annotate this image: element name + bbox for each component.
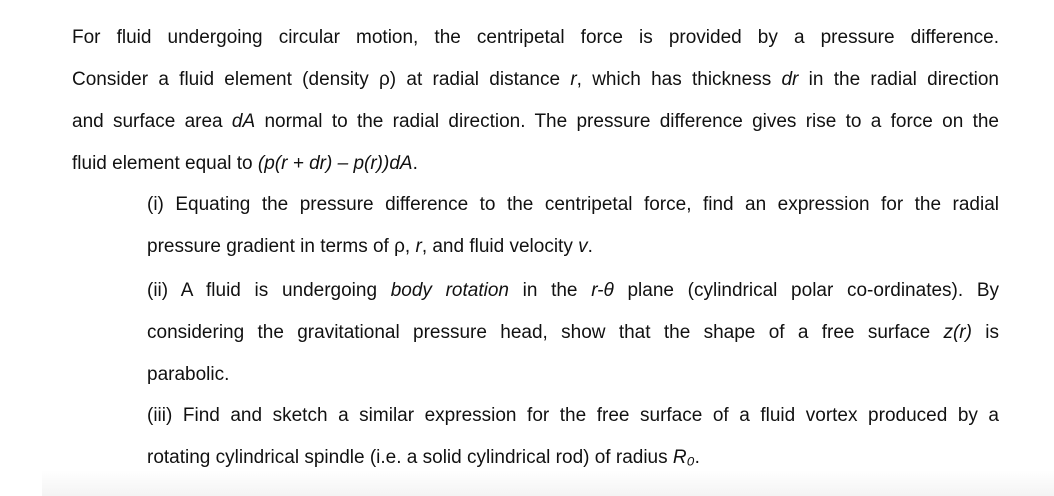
- intro-text: Consider a fluid element (density ρ) at radial distance: [72, 69, 571, 90]
- intro-text: and surface area: [72, 111, 232, 132]
- intro-text: .: [412, 153, 418, 174]
- intro-line-1: [72, 26, 999, 50]
- part-ii-text: in the: [508, 280, 592, 301]
- intro-text: fluid element equal to: [72, 153, 258, 174]
- part-ii-text: is: [971, 322, 1000, 343]
- part-iii-text: rotating cylindrical spindle (i.e. a solid cylindrical rod) of radius: [147, 447, 673, 468]
- part-iii-text: .: [694, 447, 700, 468]
- variable-dr: dr: [781, 69, 799, 90]
- intro-text: in the radial direction: [798, 69, 999, 90]
- part-ii-text: plane (cylindrical polar co-ordinates). By: [613, 280, 999, 301]
- part-iii-text: (iii) Find and sketch a similar expression for the free surface of a fluid vortex produced by a: [147, 405, 999, 426]
- intro-text: , which has thickness: [576, 69, 782, 90]
- variable-dA: dA: [231, 111, 256, 132]
- body-rotation-term: body rotation: [390, 280, 509, 301]
- part-ii-text: (ii) A fluid is undergoing: [147, 280, 391, 301]
- variable-v: v: [578, 236, 588, 257]
- part-ii-text: parabolic.: [147, 364, 230, 385]
- part-i-text: pressure gradient in terms of ρ,: [147, 236, 416, 257]
- part-ii-text: considering the gravitational pressure head, show that the shape of a free surface: [147, 322, 944, 343]
- intro-text: normal to the radial direction. The pressure difference gives rise to a force on the: [255, 111, 999, 132]
- variable-R0: R₀: [672, 447, 695, 468]
- intro-text: For fluid undergoing circular motion, the centripetal force is provided by a pressure difference.: [72, 27, 999, 48]
- variable-r: r: [570, 69, 577, 90]
- variable-r: r: [415, 236, 422, 257]
- part-ii-line-3: [147, 363, 999, 387]
- part-i-text: (i) Equating the pressure difference to the centripetal force, find an expression for the radial: [147, 194, 999, 215]
- part-iii-line-2: [147, 446, 999, 470]
- intro-line-2: [72, 68, 999, 92]
- intro-line-4: [72, 152, 999, 176]
- part-i-line-2: [147, 235, 999, 259]
- r-theta-plane: r-θ: [591, 280, 614, 301]
- intro-line-3: [72, 110, 999, 134]
- variable-z-of-r: z(r): [943, 322, 972, 343]
- part-ii-line-2: [147, 321, 999, 345]
- part-i-line-1: [147, 193, 999, 217]
- part-iii-line-1: [147, 404, 999, 428]
- pressure-expression: (p(r + dr) – p(r))dA: [257, 153, 413, 174]
- part-i-text: .: [587, 236, 593, 257]
- part-ii-line-1: [147, 279, 999, 303]
- page-bottom-shadow: [42, 470, 1054, 496]
- part-i-text: , and fluid velocity: [421, 236, 579, 257]
